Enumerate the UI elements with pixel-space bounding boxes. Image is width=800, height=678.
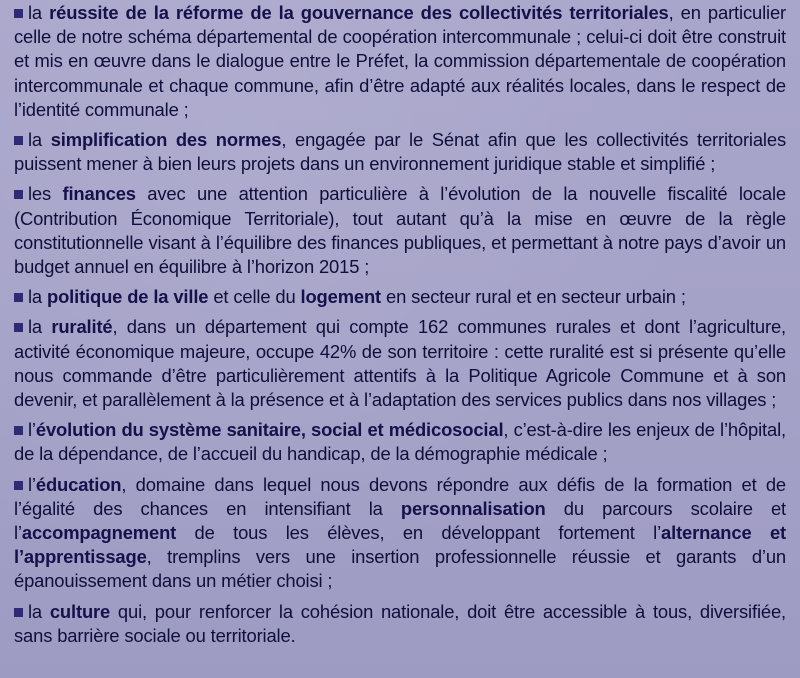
body-text: la — [28, 316, 52, 338]
square-bullet-icon — [14, 323, 23, 332]
bullet-item — [14, 182, 786, 279]
keyword-text: ruralité — [51, 316, 113, 338]
bullet-item — [14, 600, 786, 648]
keyword-text: réussite de la réforme de la gouvernance des collectivités territoriales — [49, 2, 669, 23]
body-text: la — [28, 129, 51, 151]
keyword-text: logement — [300, 286, 382, 308]
body-text: et celle du — [208, 286, 301, 308]
body-text: , dans un département qui compte 162 communes rurales et dont l’agriculture, activité économique majeure, occupe 42% de son territoire : cette ruralité est si présente qu’elle nous commande d’être particulièrement attentifs à la Politique Agricole Commune et à son devenir, et parallèlement à la présence et à l’adaptation des services publics dans nos villages ; — [14, 316, 786, 411]
square-bullet-icon — [14, 136, 23, 145]
bullet-item — [14, 315, 786, 412]
body-text: du parcours scolaire et l’ — [14, 497, 786, 544]
body-text: l’ — [28, 473, 36, 495]
body-text: , tremplins vers une insertion professionnelle réussie et garants d’un épanouissement dans un métier choisi ; — [14, 546, 786, 592]
body-text: en secteur rural et en secteur urbain ; — [381, 286, 686, 308]
body-text: avec une attention particulière à l’évolution de la nouvelle fiscalité locale (Contribution Économique Territoriale), tout autant qu’à la mise en œuvre de la règle constitutionnelle visant à l’équilibre des finances publiques, et permettant à notre pays d’avoir un budget annuel en équilibre à l’horizon 2015 ; — [14, 183, 786, 278]
keyword-text: personnalisation — [400, 497, 546, 519]
keyword-text: évolution du système sanitaire, social et médicosocial — [35, 419, 504, 441]
square-bullet-icon — [14, 190, 23, 199]
bullet-item — [14, 473, 786, 594]
bullet-item — [14, 128, 786, 176]
bullet-item — [14, 285, 786, 309]
keyword-text: simplification des normes — [50, 129, 282, 151]
body-text: qui, pour renforcer la cohésion nationale, doit être accessible à tous, diversifiée, sans barrière sociale ou territoriale. — [14, 600, 786, 646]
body-text: la — [28, 2, 50, 23]
body-text: les — [28, 183, 63, 205]
keyword-text: accompagnement — [21, 522, 177, 544]
bullet-item — [14, 1, 786, 122]
body-text: , domaine dans lequel nous devons répondre aux défis de la formation et de l’égalité des chances en intensifiant la — [14, 473, 786, 519]
body-text: de tous les élèves, en développant fortement l’ — [176, 522, 662, 544]
keyword-text: finances — [62, 183, 136, 205]
keyword-text: éducation — [35, 473, 122, 495]
square-bullet-icon — [14, 9, 23, 18]
body-text: l’ — [28, 419, 36, 441]
keyword-text: culture — [49, 600, 111, 622]
bullet-list — [14, 1, 786, 648]
body-text: , engagée par le Sénat afin que les collectivités territoriales puissent mener à bien leurs projets dans un environnement juridique stable et simplifié ; — [14, 129, 786, 175]
square-bullet-icon — [14, 608, 23, 617]
square-bullet-icon — [14, 481, 23, 490]
keyword-text: alternance et l’apprentissage — [14, 522, 787, 568]
keyword-text: politique de la ville — [46, 286, 209, 308]
bullet-item — [14, 418, 786, 466]
square-bullet-icon — [14, 426, 23, 435]
body-text: la — [28, 600, 50, 622]
body-text: la — [28, 286, 47, 308]
body-text: , c’est-à-dire les enjeux de l’hôpital, de la dépendance, de l’accueil du handicap, de la démographie médicale ; — [14, 419, 786, 465]
body-text: , en particulier celle de notre schéma départemental de coopération intercommunale ; celui-ci doit être construit et mis en œuvre dans le dialogue entre le Préfet, la commission départementale de coopération intercommunale et chaque commune, afin d’être adapté aux réalités locales, dans le respect de l’identité communale ; — [14, 2, 786, 120]
square-bullet-icon — [14, 293, 23, 302]
